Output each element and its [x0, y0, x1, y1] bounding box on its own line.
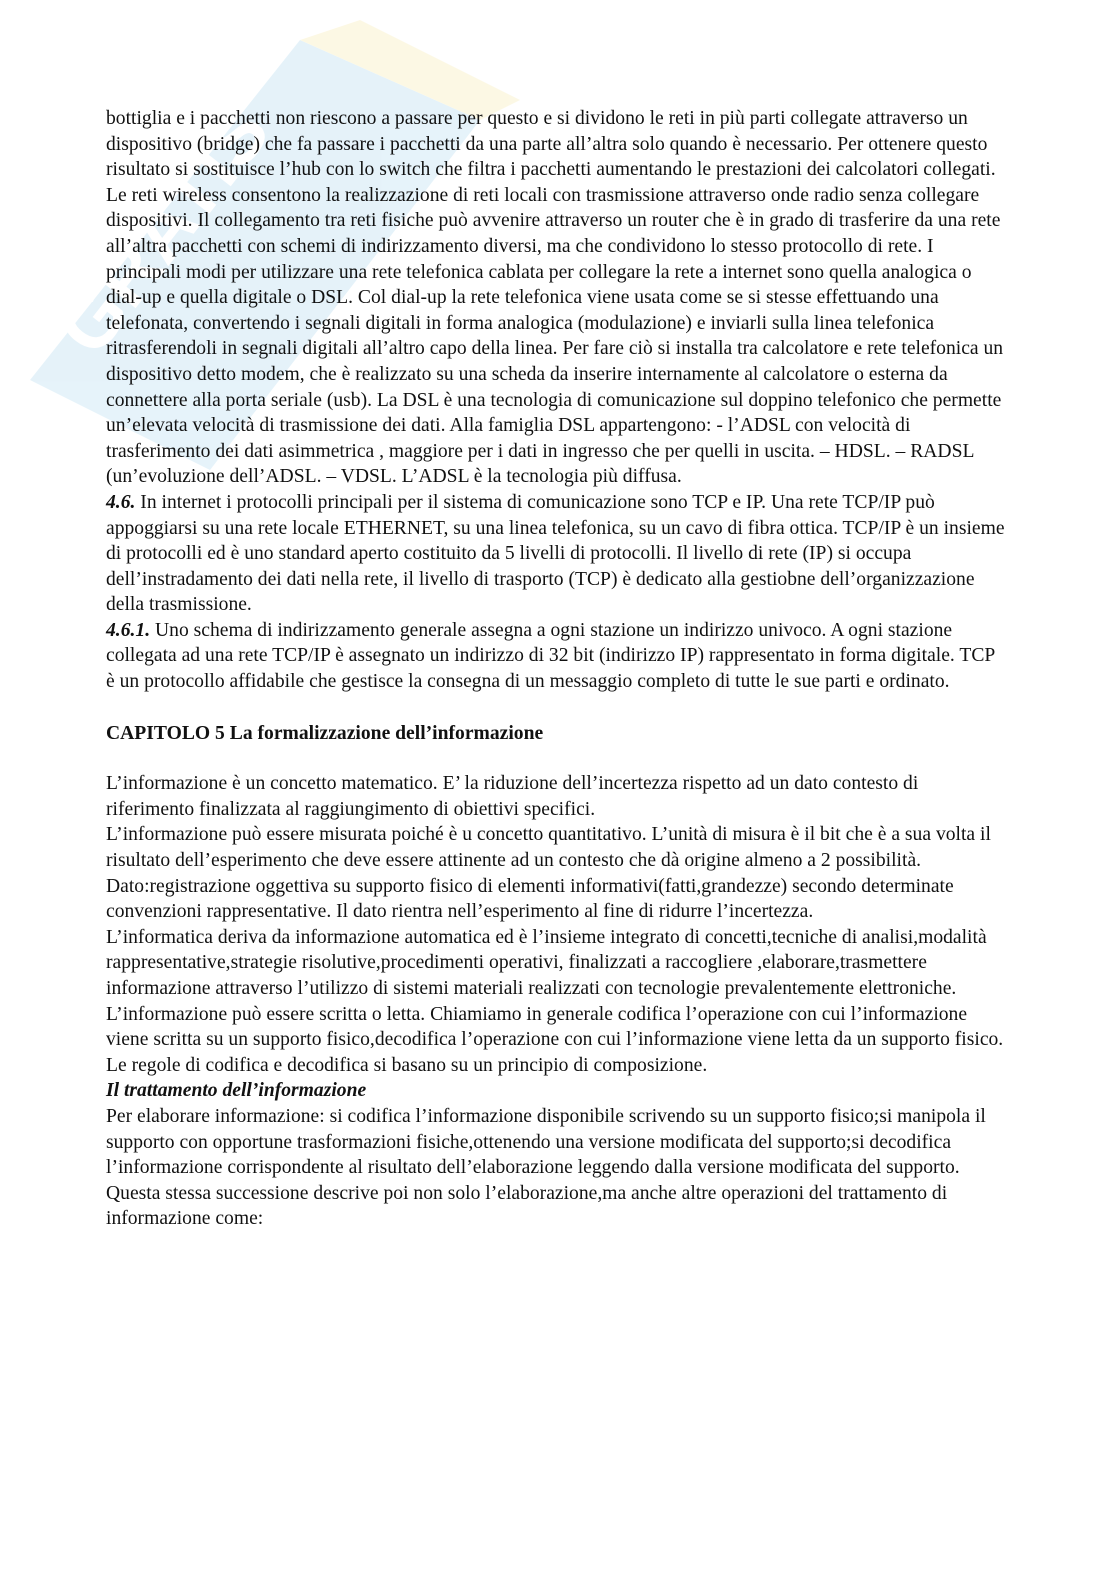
- paragraph: L’informazione è un concetto matematico. E’ la riduzione dell’incertezza rispetto ad un dato contesto di riferimento finalizzata al raggiungimento di obiettivi specifici.: [106, 773, 919, 820]
- section-text: In internet i protocolli principali per il sistema di comunicazione sono TCP e IP. Una rete TCP/IP può appoggiarsi su una rete locale ETHERNET, su una linea telefonica, su un cavo di fibra ottica. TCP/IP è un insieme di protocolli ed è uno standard aperto costituito da 5 livelli di protocolli. Il livello di rete (IP) si occupa dell’instradamento dei dati nella rete, il livello di trasporto (TCP) è dedicato alla gestiobne dell’organizzazione della trasmissione.: [106, 491, 1005, 616]
- section-number: 4.6.1.: [106, 619, 151, 641]
- paragraph-networks: bottiglia e i pacchetti non riescono a passare per questo e si dividono le reti in più parti collegate attraverso un dispositivo (bridge) che fa passare i pacchetti da una parte all’altra solo quando è necessario. Per ottenere questo risultato si sostituisce l’hub con lo switch che filtra i pacchetti aumentando le prestazioni dei calcolatori collegati. Le reti wireless consentono la realizzazione di reti locali con trasmissione attraverso onde radio senza collegare dispositivi. Il collegamento tra reti fisiche può avvenire attraverso un router che è in grado di trasferire da una rete all’altra pacchetti con schemi di indirizzamento diversi, ma che condividono lo stesso protocollo di rete. I principali modi per utilizzare una rete telefonica cablata per collegare la rete a internet sono quella analogica o dial-up e quella digitale o DSL. Col dial-up la rete telefonica viene usata come se si stesse effettuando una telefonata, convertendo i segnali digitali in forma analogica (modulazione) e inviarli sulla linea telefonica ritrasferendoli in segnali digitali all’altro capo della linea. Per fare ciò si installa tra calcolatore e rete telefonica un dispositivo detto modem, che è realizzato su una scheda da inserire internamente al calcolatore o esterna da connettere alla porta seriale (usb). La DSL è una tecnologia di comunicazione sul doppino telefonico che permette un’elevata velocità di trasmissione dei dati. Alla famiglia DSL appartengono: - l’ADSL con velocità di trasferimento dei dati asimmetrica , maggiore per i dati in ingresso che per quelli in uscita. – HDSL. – RADSL (un’evoluzione dell’ADSL. – VDSL. L’ADSL è la tecnologia più diffusa.: [106, 108, 1004, 488]
- paragraph: Per elaborare informazione: si codifica l’informazione disponibile scrivendo su un supporto fisico;si manipola il supporto con opportune trasformazioni fisiche,ottenendo una versione modificata del supporto;si decodifica l’informazione corrispondente al risultato dell’elaborazione leggendo dalla versione modificata del supporto.: [106, 1105, 986, 1179]
- paragraph: L’informazione può essere misurata poiché è u concetto quantitativo. L’unità di misura è il bit che è a sua volta il risultato dell’esperimento che deve essere attinente ad un contesto che dà origine almeno a 2 possibilità.: [106, 824, 991, 872]
- paragraph: L’informatica deriva da informazione automatica ed è l’insieme integrato di concetti,tecniche di analisi,modalità rappresentative,strategie risolutive,procedimenti operativi, finalizzati a raccogliere ,elaborare,trasmettere informazione attraverso l’utilizzo di sistemi materiali realizzati con tecnologie prevalentemente elettroniche.: [106, 926, 987, 999]
- paragraph: L’informazione può essere scritta o letta. Chiamiamo in generale codifica l’operazione con cui l’informazione viene scritta su un supporto fisico,decodifica l’operazione con cui l’informazione viene letta da un supporto fisico. Le regole di codifica e decodifica si basano su un principio di composizione.: [106, 1003, 1004, 1076]
- watermark-text: GRATIS: [39, 88, 287, 371]
- section-4-6: [106, 490, 1006, 618]
- subheading: Il trattamento dell’informazione: [106, 1080, 367, 1102]
- chapter-heading: CAPITOLO 5 La formalizzazione dell’informazione: [106, 722, 544, 744]
- paragraph: Questa stessa successione descrive poi non solo l’elaborazione,ma anche altre operazioni del trattamento di informazione come:: [106, 1182, 948, 1230]
- section-4-6-1: [106, 618, 1006, 695]
- section-number: 4.6.: [106, 491, 136, 513]
- document-body: [106, 106, 1006, 1232]
- watermark-accent: [300, 20, 520, 120]
- section-text: Uno schema di indirizzamento generale assegna a ogni stazione un indirizzo univoco. A ogni stazione collegata ad una rete TCP/IP è assegnato un indirizzo di 32 bit (indirizzo IP) rappresentato in forma digitale. TCP è un protocollo affidabile che gestisce la consegna di un messaggio completo di tutte le sue parti e ordinato.: [106, 619, 995, 693]
- paragraph: Dato:registrazione oggettiva su supporto fisico di elementi informativi(fatti,grandezze) secondo determinate convenzioni rappresentative. Il dato rientra nell’esperimento al fine di ridurre l’incertezza.: [106, 875, 954, 923]
